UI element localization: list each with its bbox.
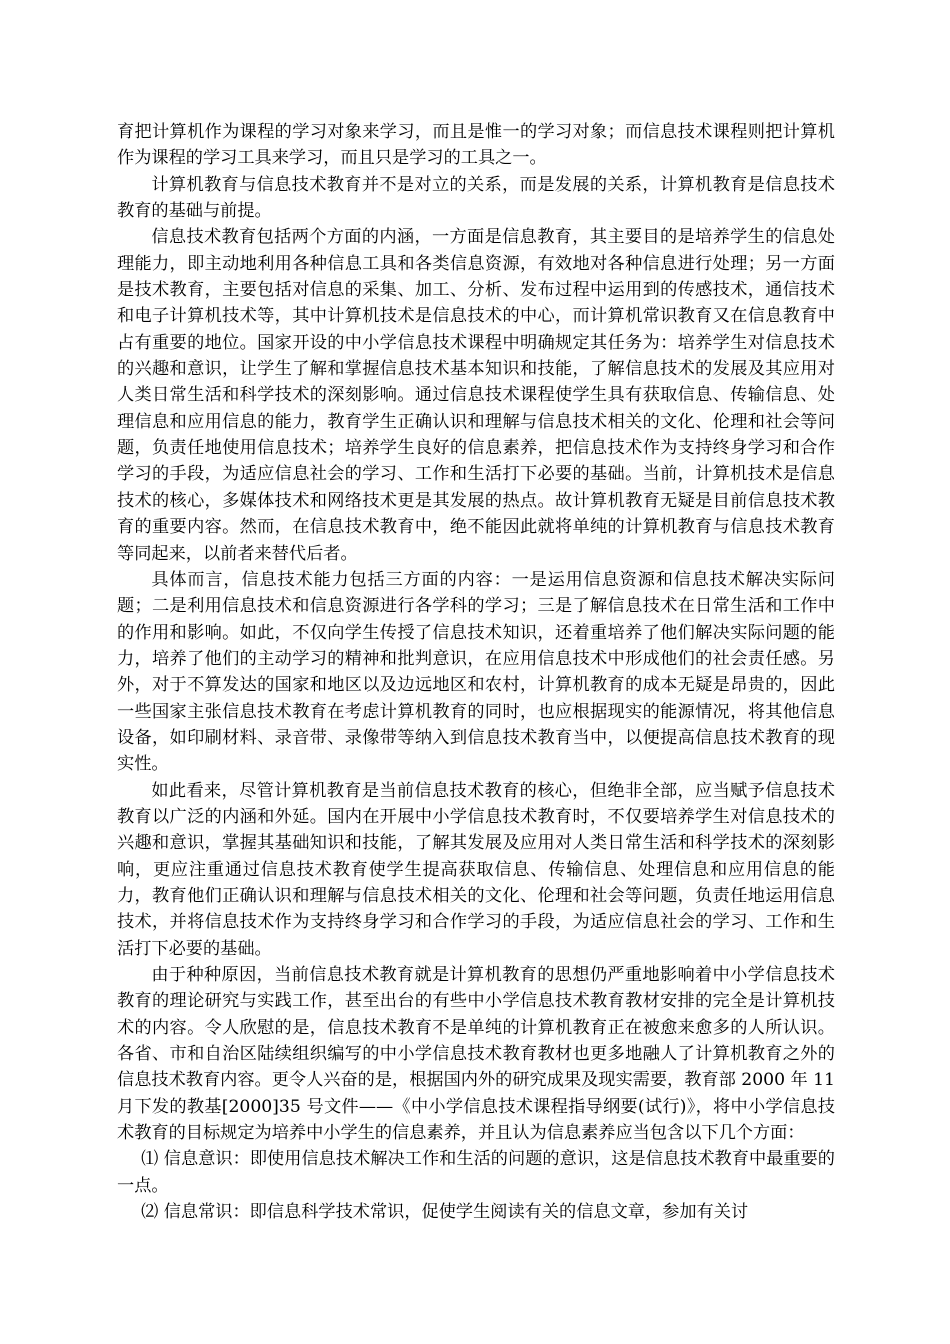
paragraph-connotation: 信息技术教育包括两个方面的内涵，一方面是信息教育，其主要目的是培养学生的信息处理能力，即主动地利用各种信息工具和各类信息资源，有效地对各种信息进行处理；另一方面是技术教育，主要包括对信息的采集、加工、分析、发布过程中运用到的传感技术，通信技术和电子计算机技术等，其中计算机技术是信息技术的中心，而计算机常识教育又在信息教育中占有重要的地位。国家开设的中小学信息技术课程中明确规定其任务为：培养学生对信息技术的兴趣和意识，让学生了解和掌握信息技术基本知识和技能，了解信息技术的发展及其应用对人类日常生活和科学技术的深刻影响。通过信息技术课程使学生具有获取信息、传输信息、处理信息和应用信息的能力，教育学生正确认识和理解与信息技术相关的文化、伦理和社会等问题，负责任地使用信息技术；培养学生良好的信息素养，把信息技术作为支持终身学习和合作学习的手段，为适应信息社会的学习、工作和生活打下必要的基础。当前，计算机技术是信息技术的核心，多媒体技术和网络技术更是其发展的热点。故计算机教育无疑是目前信息技术教育的重要内容。然而，在信息技术教育中，绝不能因此就将单纯的计算机教育与信息技术教育等同起来，以前者来替代后者。: [117, 227, 835, 564]
paragraph-current-situation: 由于种种原因，当前信息技术教育就是计算机教育的思想仍严重地影响着中小学信息技术教育的理论研究与实践工作，甚至出台的有些中小学信息技术教育教材安排的完全是计算机技术的内容。令人欣慰的是，信息技术教育不是单纯的计算机教育正在被愈来愈多的人所认识。各省、市和自治区陆续组织编写的中小学信息技术教育教材也更多地融人了计算机教育之外的信息技术教育内容。更令人兴奋的是，根据国内外的研究成果及现实需要，教育部 2000 年 11 月下发的教基[2000]35 号文件——《中小学信息技术课程指导纲要(试行)》，将中小学信息技术教育的目标规定为培养中小学生的信息素养，并且认为信息素养应当包含以下几个方面：: [117, 965, 835, 1144]
paragraph-extension: 如此看来，尽管计算机教育是当前信息技术教育的核心，但绝非全部，应当赋予信息技术教育以广泛的内涵和外延。国内在开展中小学信息技术教育时，不仅要培养学生对信息技术的兴趣和意识，掌握其基础知识和技能，了解其发展及应用对人类日常生活和科学技术的深刻影响，更应注重通过信息技术教育使学生提高获取信息、传输信息、处理信息和应用信息的能力，教育他们正确认识和理解与信息技术相关的文化、伦理和社会等问题，负责任地运用信息技术，并将信息技术作为支持终身学习和合作学习的手段，为适应信息社会的学习、工作和生活打下必要的基础。: [117, 780, 835, 959]
list-item-information-awareness: ⑴ 信息意识：即使用信息技术解决工作和生活的问题的意识，这是信息技术教育中最重要的一点。: [117, 1149, 835, 1196]
document-page: [117, 119, 835, 1225]
paragraph-relationship: 计算机教育与信息技术教育并不是对立的关系，而是发展的关系，计算机教育是信息技术教育的基础与前提。: [117, 174, 835, 222]
paragraph-continuation: 育把计算机作为课程的学习对象来学习，而且是惟一的学习对象；而信息技术课程则把计算机作为课程的学习工具来学习，而且只是学习的工具之一。: [117, 122, 835, 169]
list-item-information-knowledge: ⑵ 信息常识：即信息科学技术常识，促使学生阅读有关的信息文章，参加有关讨: [141, 1202, 749, 1223]
paragraph-ability: 具体而言，信息技术能力包括三方面的内容：一是运用信息资源和信息技术解决实际问题；二是利用信息技术和信息资源进行各学科的学习；三是了解信息技术在日常生活和工作中的作用和影响。如此，不仅向学生传授了信息技术知识，还着重培养了他们解决实际问题的能力，培养了他们的主动学习的精神和批判意识，在应用信息技术中形成他们的社会责任感。另外，对于不算发达的国家和地区以及边远地区和农村，计算机教育的成本无疑是昂贵的，因此一些国家主张信息技术教育在考虑计算机教育的同时，也应根据现实的能源情况，将其他信息设备，如印刷材料、录音带、录像带等纳入到信息技术教育当中，以便提高信息技术教育的现实性。: [117, 569, 835, 775]
